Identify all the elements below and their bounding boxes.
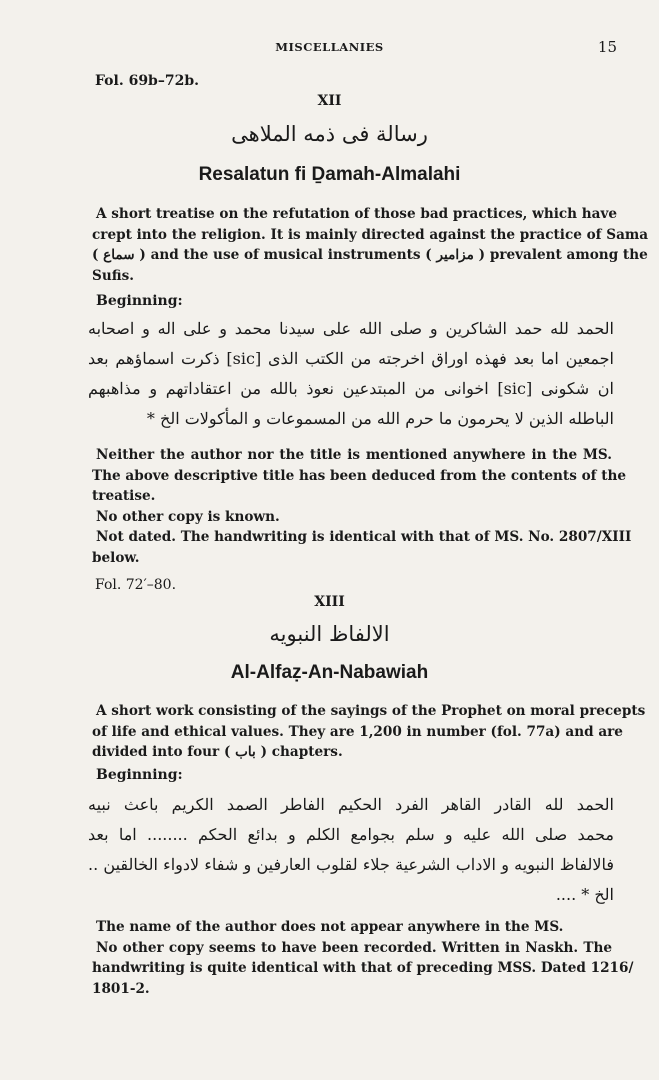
text-line: divided into four ( باب ) chapters.	[92, 744, 343, 760]
notes-xii	[92, 445, 632, 568]
text-line: 1801-2.	[92, 980, 150, 997]
arabic-line: ان شکونی [sic] اخوانی من المبتدعین نعوذ بالله من اعتقاداتهم و مذاهبهم	[88, 379, 614, 398]
arabic-line: الباطله الذین لا یحرمون ما حرم الله من المسموعات و المأکولات الخ *	[146, 409, 614, 428]
arabic-line: الحمد لله حمد الشاکرین و صلی الله علی سیدنا محمد و علی اله و اصحابه	[88, 319, 614, 338]
page-number: 15	[597, 38, 617, 56]
arabic-line: اجمعین اما بعد فهذه اوراق اخرجته من الکتب الذی [sic] ذکرت اسماؤهم بعد	[88, 349, 614, 368]
text-line: No other copy seems to have been recorded. Written in Naskh. The	[96, 939, 612, 956]
text-line: below.	[92, 549, 140, 566]
folio-range-xii: Fol. 69b–72b.	[95, 73, 199, 89]
text-line: Neither the author nor the title is mentioned anywhere in the MS.	[96, 447, 612, 463]
page-header	[0, 38, 659, 56]
beginning-text-xiii	[88, 790, 614, 910]
text-line: A short work consisting of the sayings of the Prophet on moral precepts	[96, 703, 646, 719]
text-line: The above descriptive title has been deduced from the contents of the	[92, 467, 627, 484]
arabic-line: الحمد لله القادر القاهر الفرد الحکیم الفاطر الصمد الکریم باعث نبیه	[88, 795, 614, 814]
folio-range-xiii: Fol. 72′–80.	[95, 577, 177, 593]
beginning-label-xiii: Beginning:	[96, 767, 183, 783]
text-line: crept into the religion. It is mainly directed against the practice of Sama	[92, 226, 649, 243]
text-line: Not dated. The handwriting is identical with that of MS. No. 2807/XIII	[96, 529, 632, 545]
notes-xiii	[92, 917, 634, 999]
arabic-title-xiii: الالفاظ النبویه	[269, 622, 390, 646]
text-line: A short treatise on the refutation of those bad practices, which have	[96, 206, 617, 222]
description-xii	[92, 204, 649, 286]
text-line: No other copy is known.	[96, 508, 280, 525]
text-line: of life and ethical values. They are 1,200 in number (fol. 77a) and are	[92, 723, 623, 740]
arabic-line: الخ * ....	[555, 885, 614, 904]
beginning-label-xii: Beginning:	[96, 293, 183, 309]
running-title: MISCELLANIES	[275, 40, 384, 54]
arabic-line: فالالفاظ النبویه و الاداب الشرعیة جلاء لقلوب العارفین و شفاء لادواء الخالقین ..	[88, 855, 614, 874]
entry-numeral-xiii: XIII	[314, 594, 345, 610]
text-line: treatise.	[92, 488, 156, 504]
text-line: The name of the author does not appear anywhere in the MS.	[96, 919, 564, 935]
text-line: Sufis.	[92, 267, 134, 284]
entry-title-xiii: Al-Alfaẓ-An-Nabawiah	[230, 662, 429, 683]
entry-numeral-xii: XII	[317, 93, 342, 109]
arabic-title-xii: رسالة فی ذمه الملاهی	[231, 122, 428, 146]
entry-title-xii: Resalatun fi Ḏamah-Almalahi	[198, 164, 461, 185]
arabic-line: محمد صلی الله علیه و سلم بجوامع الکلم و بدائع الحکم ........ اما بعد	[88, 825, 614, 844]
beginning-text-xii	[88, 314, 614, 434]
description-xiii	[92, 701, 646, 763]
text-line: handwriting is quite identical with that of preceding MSS. Dated 1216/	[92, 960, 634, 976]
text-line: ( سماع ) and the use of musical instruments ( مزامیر ) prevalent among the	[92, 247, 648, 263]
